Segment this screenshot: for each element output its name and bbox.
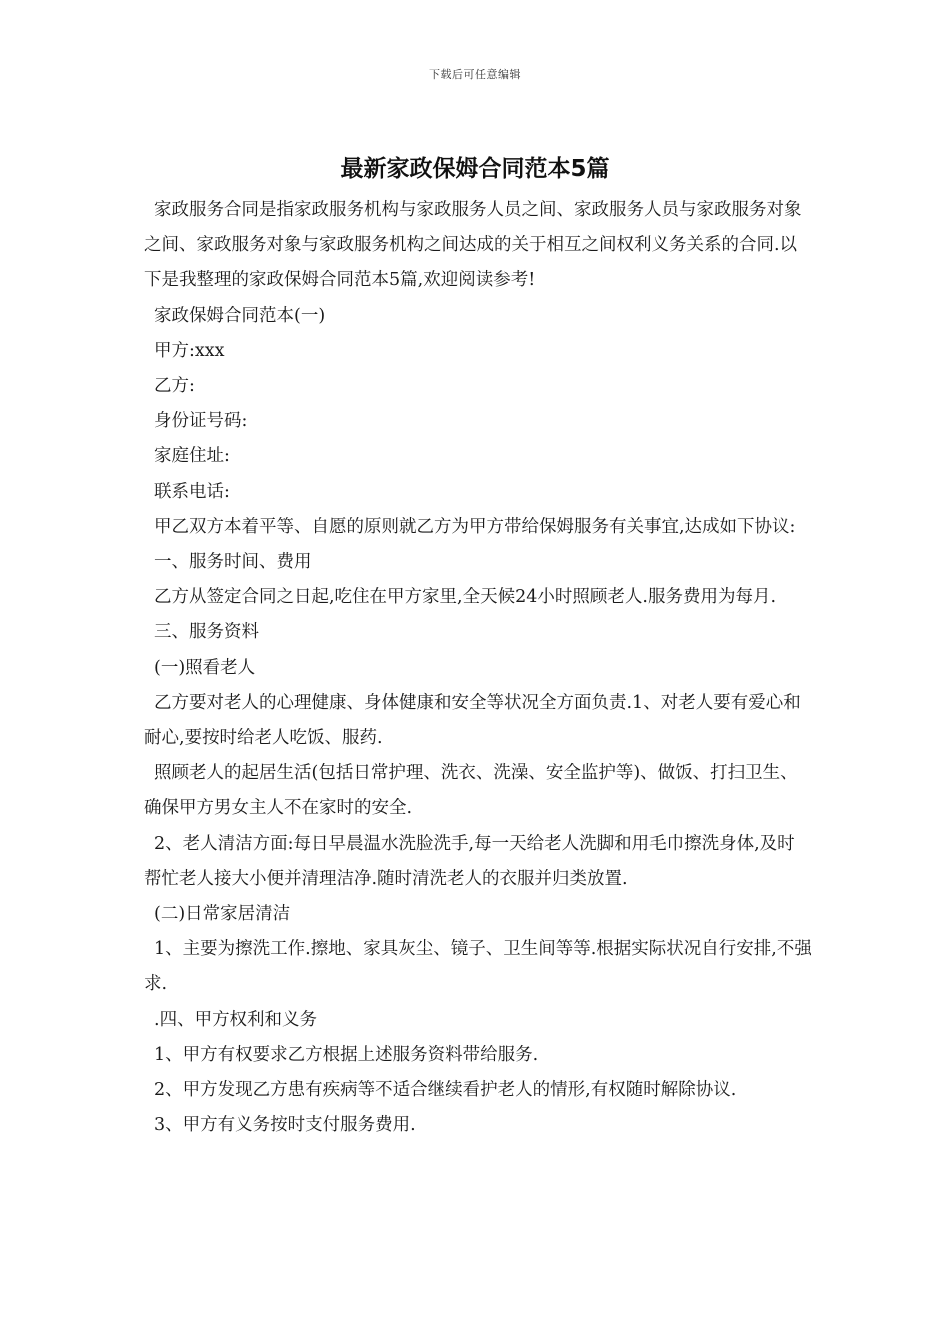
document-title: 最新家政保姆合同范本5篇: [340, 156, 610, 182]
clause-heading: 三、服务资料: [154, 622, 259, 643]
document-body: [144, 193, 812, 1143]
section-heading: 家政保姆合同范本(一): [154, 305, 326, 326]
clause-paragraph: 乙方要对老人的心理健康、身体健康和安全等状况全方面负责.1、对老人要有爱心和耐心,要按时给老人吃饭、服药.: [144, 692, 801, 749]
clause-paragraph: 1、主要为擦洗工作.擦地、家具灰尘、镜子、卫生间等等.根据实际状况自行安排,不强求.: [144, 939, 812, 995]
sub-clause-heading: (一)照看老人: [154, 657, 256, 678]
party-a-line: 甲方:xxx: [154, 340, 225, 361]
clause-paragraph: 照顾老人的起居生活(包括日常护理、洗衣、洗澡、安全监护等)、做饭、打扫卫生、确保甲方男女主人不在家时的安全.: [144, 763, 798, 819]
agreement-paragraph: 甲乙双方本着平等、自愿的原则就乙方为甲方带给保姆服务有关事宜,达成如下协议:: [154, 516, 796, 537]
phone-line: 联系电话:: [154, 481, 230, 502]
clause-heading: .四、甲方权利和义务: [154, 1009, 318, 1030]
clause-paragraph: 2、老人清洁方面:每日早晨温水洗脸洗手,每一天给老人洗脚和用毛巾擦洗身体,及时帮忙老人接大小便并清理洁净.随时清洗老人的衣服并归类放置.: [144, 833, 795, 889]
sub-clause-heading: (二)日常家居清洁: [154, 904, 291, 925]
clause-item: 1、甲方有权要求乙方根据上述服务资料带给服务.: [154, 1044, 539, 1065]
address-line: 家庭住址:: [154, 446, 230, 467]
intro-paragraph: 家政服务合同是指家政服务机构与家政服务人员之间、家政服务人员与家政服务对象之间、家政服务对象与家政服务机构之间达成的关于相互之间权利义务关系的合同.以下是我整理的家政保姆合同范本5篇,欢迎阅读参考!: [144, 200, 802, 291]
party-b-line: 乙方:: [154, 376, 195, 397]
clause-item: 3、甲方有义务按时支付服务费用.: [154, 1115, 416, 1136]
clause-item: 2、甲方发现乙方患有疾病等不适合继续看护老人的情形,有权随时解除协议.: [154, 1080, 737, 1101]
page-header-note: 下载后可任意编辑: [429, 68, 521, 81]
clause-heading: 一、服务时间、费用: [154, 552, 312, 573]
id-number-line: 身份证号码:: [154, 411, 248, 432]
clause-paragraph: 乙方从签定合同之日起,吃住在甲方家里,全天候24小时照顾老人.服务费用为每月.: [154, 587, 777, 608]
